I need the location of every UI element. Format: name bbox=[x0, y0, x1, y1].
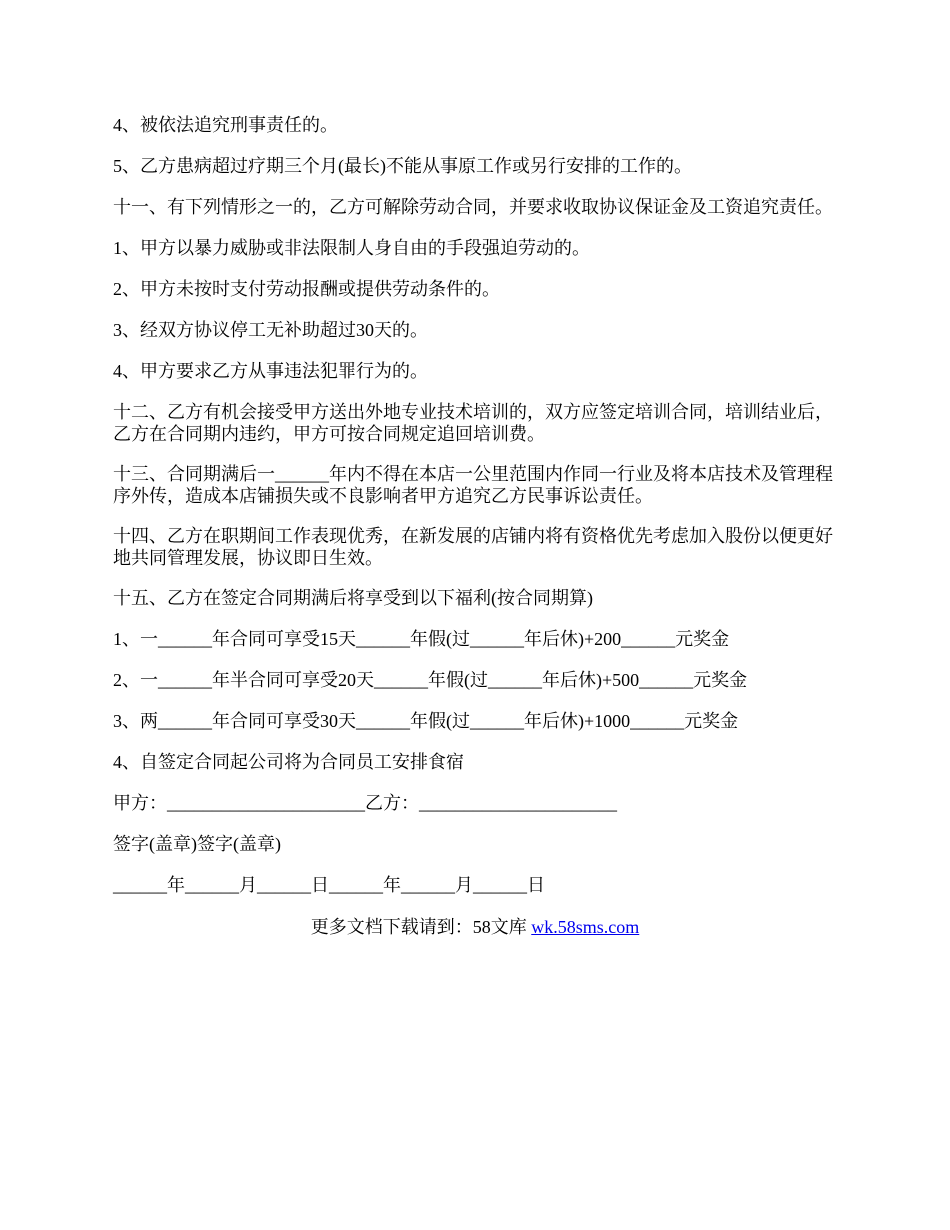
paragraph-benefit-4: 4、自签定合同起公司将为合同员工安排食宿 bbox=[113, 752, 464, 772]
signature-seal-line: 签字(盖章)签字(盖章) bbox=[113, 834, 281, 854]
paragraph-benefit-3: 3、两______年合同可享受30天______年假(过______年后休)+1000______元奖金 bbox=[113, 711, 739, 731]
paragraph-clause-10-5: 5、乙方患病超过疗期三个月(最长)不能从事原工作或另行安排的工作的。 bbox=[113, 156, 692, 176]
paragraph-clause-11-2: 2、甲方未按时支付劳动报酬或提供劳动条件的。 bbox=[113, 279, 500, 299]
paragraph-benefit-2: 2、一______年半合同可享受20天______年假(过______年后休)+500______元奖金 bbox=[113, 670, 748, 690]
paragraph-clause-11-3: 3、经双方协议停工无补助超过30天的。 bbox=[113, 320, 428, 340]
footer-link[interactable]: wk.58sms.com bbox=[531, 917, 640, 937]
paragraph-clause-12: 十二、乙方有机会接受甲方送出外地专业技术培训的，双方应签定培训合同，培训结业后，乙方在合同期内违约，甲方可按合同规定追回培训费。 bbox=[113, 402, 833, 444]
paragraph-clause-14: 十四、乙方在职期间工作表现优秀，在新发展的店铺内将有资格优先考虑加入股份以便更好地共同管理发展，协议即日生效。 bbox=[113, 526, 833, 568]
signature-date-line: ______年______月______日______年______月______日 bbox=[113, 875, 545, 895]
paragraph-clause-11-4: 4、甲方要求乙方从事违法犯罪行为的。 bbox=[113, 361, 428, 381]
footer-download-note bbox=[0, 916, 950, 938]
signature-parties-line: 甲方：______________________乙方：______________________ bbox=[113, 793, 617, 813]
footer-text: 更多文档下载请到：58文库 bbox=[310, 917, 532, 937]
paragraph-clause-10-4: 4、被依法追究刑事责任的。 bbox=[113, 115, 338, 135]
paragraph-clause-11-1: 1、甲方以暴力威胁或非法限制人身自由的手段强迫劳动的。 bbox=[113, 238, 590, 258]
paragraph-clause-11: 十一、有下列情形之一的，乙方可解除劳动合同，并要求收取协议保证金及工资追究责任。 bbox=[113, 197, 833, 217]
paragraph-clause-13: 十三、合同期满后一______年内不得在本店一公里范围内作同一行业及将本店技术及管理程序外传，造成本店铺损失或不良影响者甲方追究乙方民事诉讼责任。 bbox=[113, 464, 833, 506]
paragraph-clause-15: 十五、乙方在签定合同期满后将享受到以下福利(按合同期算) bbox=[113, 588, 593, 608]
paragraph-benefit-1: 1、一______年合同可享受15天______年假(过______年后休)+200______元奖金 bbox=[113, 629, 730, 649]
